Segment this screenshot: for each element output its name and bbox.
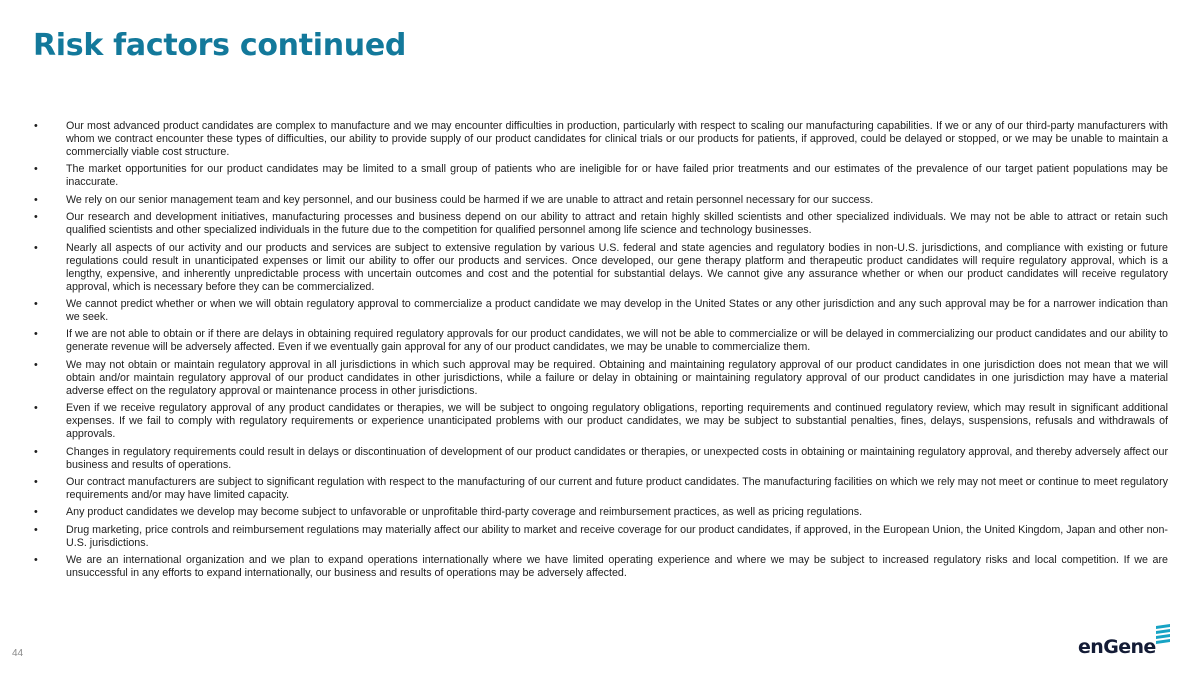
list-item-text: The market opportunities for our product candidates may be limited to a small group of patients who are ineligible for or have failed prior treatments and our estimates of the prevalence of our target patient populations may be inaccurate. bbox=[66, 163, 1168, 189]
list-item-text: Our research and development initiatives, manufacturing processes and business depend on our ability to attract and retain highly skilled scientists and other specialized individuals. We may not be able to attract or retain such qualified scientists and other specialized individuals in the future due to the competition for qualified personnel among life science and technology businesses. bbox=[66, 211, 1168, 237]
list-item bbox=[34, 211, 1168, 237]
bullet-icon: • bbox=[34, 554, 38, 567]
bullet-icon: • bbox=[34, 163, 38, 176]
list-item-text: Any product candidates we develop may become subject to unfavorable or unprofitable third-party coverage and reimbursement practices, as well as pricing regulations. bbox=[66, 506, 863, 519]
bullet-icon: • bbox=[34, 523, 38, 536]
list-item bbox=[34, 194, 1168, 207]
list-item bbox=[34, 506, 1168, 519]
bullet-icon: • bbox=[34, 120, 38, 132]
list-item-text: If we are not able to obtain or if there are delays in obtaining required regulatory approvals for our product candidates, we will not be able to commercialize or will be delayed in commercializing our product candidates and our ability to generate revenue will be adversely affected. Even if we eventually gain approval for any of our product candidates, we may be unable to commercialize them. bbox=[66, 328, 1168, 354]
list-item-text: Our contract manufacturers are subject to significant regulation with respect to the manufacturing of our current and future product candidates. The manufacturing facilities on which we rely may not meet or continue to meet regulatory requirements and/or may have limited capacity. bbox=[66, 475, 1168, 501]
list-item bbox=[34, 328, 1168, 354]
list-item bbox=[34, 242, 1168, 294]
list-item bbox=[34, 359, 1168, 398]
list-item bbox=[34, 402, 1168, 441]
bullet-icon: • bbox=[34, 297, 38, 310]
list-item bbox=[34, 476, 1168, 502]
list-item bbox=[34, 524, 1168, 550]
bullet-icon: • bbox=[34, 328, 38, 341]
bullet-icon: • bbox=[34, 475, 38, 488]
list-item-text: Changes in regulatory requirements could result in delays or discontinuation of development of our product candidates or therapies, or unexpected costs in obtaining or maintaining regulatory approval, and thereby adversely affect our business and results of operations. bbox=[66, 445, 1168, 471]
list-item bbox=[34, 298, 1168, 324]
list-item-text: We may not obtain or maintain regulatory approval in all jurisdictions in which such approval may be required. Obtaining and maintaining regulatory approval of our product candidates in one jurisdiction does not mean that we will obtain and/or maintain regulatory approval of our product candidates in other jurisdictions, while a failure or delay in obtaining or maintaining regulatory approval of our product candidates in one jurisdiction may have a material adverse effect on the regulatory approval or maintenance process in other jurisdictions. bbox=[66, 358, 1168, 397]
bullet-icon: • bbox=[34, 193, 38, 206]
bullet-icon: • bbox=[34, 358, 38, 371]
page-title: Risk factors continued bbox=[33, 28, 407, 63]
list-item-text: Nearly all aspects of our activity and our products and services are subject to extensive regulation by various U.S. federal and state agencies and regulatory bodies in non-U.S. jurisdictions, and compliance with existing or future regulations could result in unanticipated expenses or limit our ability to offer our products and services. Once developed, our gene therapy platform and therapeutic product candidates will require regulatory approval, which is a lengthy, expensive, and inherently unpredictable process with uncertain outcomes and cost and the potential for substantial delays. We cannot give any assurance whether or when our product candidates will receive regulatory approval, which is necessary before they can be commercialized. bbox=[66, 241, 1168, 293]
list-item bbox=[34, 446, 1168, 472]
bullet-icon: • bbox=[34, 402, 38, 415]
list-item bbox=[34, 554, 1168, 580]
bullet-icon: • bbox=[34, 211, 38, 224]
stacked-bars-icon bbox=[1154, 624, 1172, 646]
risk-factors-list bbox=[34, 120, 1168, 584]
list-item-text: Drug marketing, price controls and reimbursement regulations may materially affect our ability to market and receive coverage for our product candidates, if approved, in the European Union, the United Kingdom, Japan and other non-U.S. jurisdictions. bbox=[66, 523, 1168, 549]
logo-wordmark: enGene bbox=[1078, 636, 1156, 658]
list-item-text: Even if we receive regulatory approval of any product candidates or therapies, we will be subject to ongoing regulatory obligations, reporting requirements and continued regulatory review, which may result in significant additional expenses. If we fail to comply with regulatory requirements or experience unanticipated problems with our product candidates, we may be subject to substantial penalties, fines, delays, suspensions, refusals and withdrawals of approvals. bbox=[66, 402, 1168, 441]
list-item-text: Our most advanced product candidates are complex to manufacture and we may encounter difficulties in production, particularly with respect to scaling our manufacturing capabilities. If we or any of our third-party manufacturers with whom we contract encounter these types of difficulties, our ability to provide supply of our product candidates for clinical trials or our products for patients, if approved, could be delayed or stopped, or we may be unable to maintain a commercially viable cost structure. bbox=[66, 120, 1168, 158]
list-item-text: We are an international organization and we plan to expand operations internationally where we have limited operating experience and where we may be subject to increased regulatory risks and local competition. If we are unsuccessful in any efforts to expand internationally, our business and results of operations may be adversely affected. bbox=[66, 554, 1168, 580]
list-item-text: We rely on our senior management team and key personnel, and our business could be harmed if we are unable to attract and retain personnel necessary for our success. bbox=[66, 193, 874, 206]
list-item-text: We cannot predict whether or when we will obtain regulatory approval to commercialize a product candidate we may develop in the United States or any other jurisdiction and any such approval may be for a narrower indication than we seek. bbox=[66, 297, 1168, 323]
list-item bbox=[34, 163, 1168, 189]
list-item bbox=[34, 120, 1168, 159]
bullet-icon: • bbox=[34, 445, 38, 458]
bullet-icon: • bbox=[34, 241, 38, 254]
page-number: 44 bbox=[12, 648, 24, 659]
company-logo bbox=[1078, 624, 1174, 658]
bullet-icon: • bbox=[34, 506, 38, 519]
